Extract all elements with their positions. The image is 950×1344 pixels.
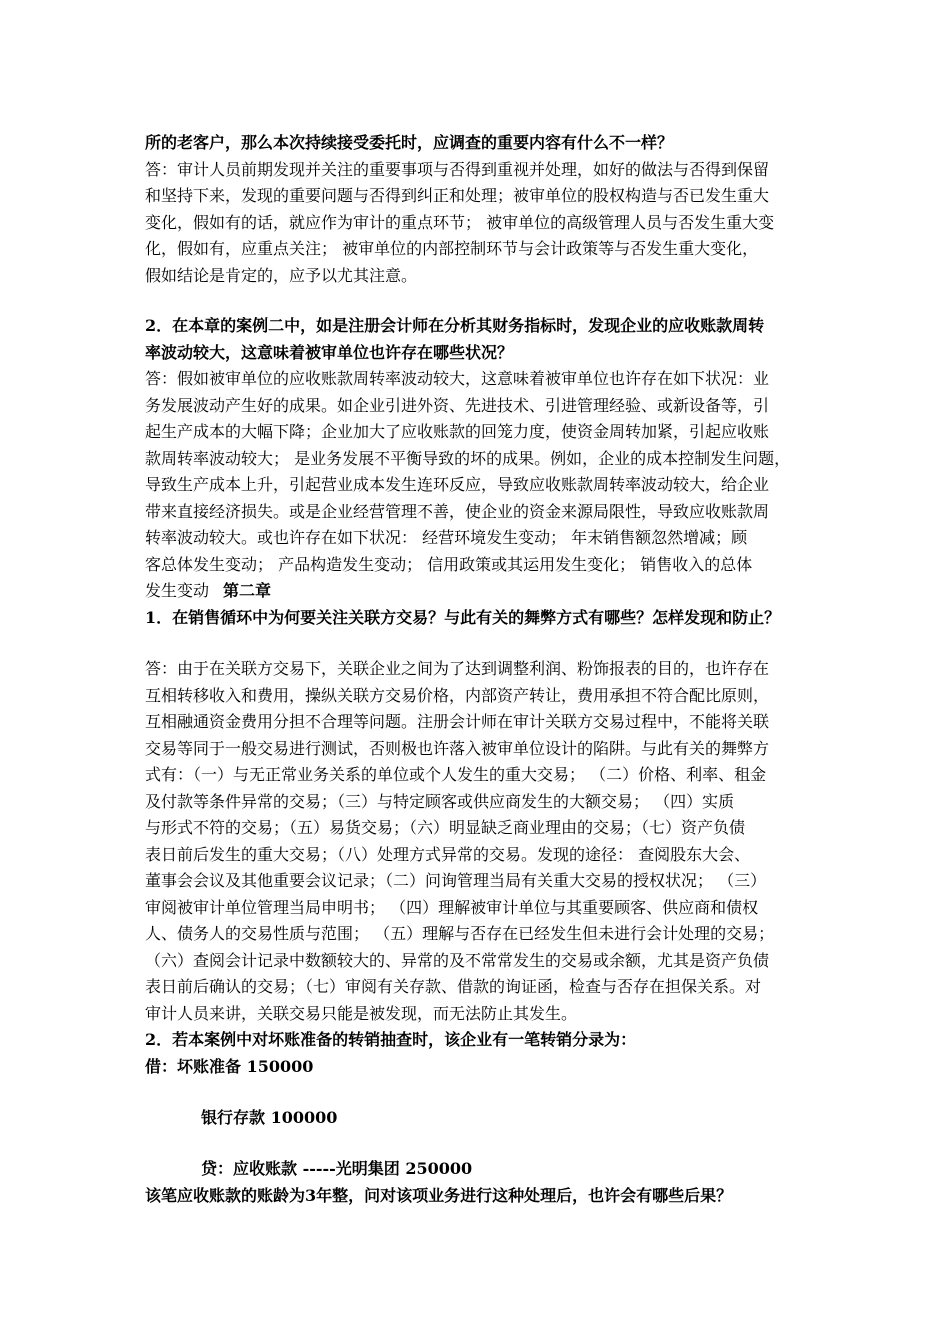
answer-3-line: 式有：（一）与无正常业务关系的单位或个人发生的重大交易； （二）价格、利率、租金 [145, 765, 767, 784]
answer-2-line: 答：假如被审单位的应收账款周转率波动较大，这意味着被审单位也许存在如下状况：业 [145, 369, 770, 388]
answer-3-block [145, 656, 825, 1080]
question-2-line: 2．在本章的案例二中，如是注册会计师在分析其财务指标时，发现企业的应收账款周转 [145, 316, 765, 335]
answer-3-line: 审阅被审计单位管理当局申明书； （四）理解被审计单位与其重要顾客、供应商和债权 [145, 897, 759, 917]
question-2-block [145, 313, 825, 631]
question-4-tail: 该笔应收账款的账龄为3年整，问对该项业务进行这种处理后，也许会有哪些后果？ [145, 1185, 733, 1205]
answer-3-line: 人、债务人的交易性质与范围； （五）理解与否存在已经发生但未进行会计处理的交易； [145, 924, 775, 943]
answer-1-line: 变化，假如有的话，就应作为审计的重点环节； 被审单位的高级管理人员与否发生重大变 [145, 212, 775, 232]
question-4: 2．若本案例中对坏账准备的转销抽查时，该企业有一笔转销分录为： [145, 1030, 637, 1049]
answer-3-line: 答：由于在关联方交易下，关联企业之间为了达到调整利润、粉饰报表的目的，也许存在 [145, 659, 770, 678]
chapter-heading: 第二章 [223, 581, 272, 600]
answer-2-line: 起生产成本的大幅下降；企业加大了应收账款的回笼力度，使资金周转加紧，引起应收账 [145, 422, 770, 441]
answer-2-last-text: 发生变动 [145, 581, 210, 600]
entry-credit: 贷：应收账款 -----光明集团 250000 [201, 1159, 473, 1178]
entry-debit: 借：坏账准备 150000 [145, 1056, 314, 1076]
question-1-tail: 所的老客户，那么本次持续接受委托时，应调查的重要内容有什么不一样？ [145, 133, 674, 152]
answer-2-line: 带来直接经济损失。或是企业经营管理不善，使企业的资金来源局限性，导致应收账款周 [145, 501, 770, 521]
answer-1-line: 和坚持下来，发现的重要问题与否得到纠正和处理；被审单位的股权构造与否已发生重大 [145, 186, 770, 205]
answer-1-line: 化，假如有，应重点关注； 被审单位的内部控制环节与会计政策等与否发生重大变化， [145, 239, 759, 258]
answer-2-line: 客总体发生变动； 产品构造发生变动； 信用政策或其运用发生变化； 销售收入的总体 [145, 554, 753, 574]
answer-2-line: 款周转率波动较大； 是业务发展不平衡导致的坏的成果。例如，企业的成本控制发生问题， [145, 448, 791, 468]
question-1-block [145, 130, 825, 289]
question-2-line: 率波动较大，这意味着被审单位也许存在哪些状况？ [145, 342, 514, 362]
entry-bank-block [145, 1105, 825, 1132]
answer-3-line: 交易等同于一般交易进行测试，否则极也许落入被审单位设计的陷阱。与此有关的舞弊方 [145, 738, 770, 758]
entry-credit-block [145, 1156, 825, 1209]
answer-3-line: 董事会会议及其他重要会议记录；（二）问询管理当局有关重大交易的授权状况； （三） [145, 871, 767, 890]
answer-3-line: 及付款等条件异常的交易；（三）与特定顾客或供应商发生的大额交易； （四）实质 [145, 791, 735, 811]
entry-bank: 银行存款 100000 [201, 1108, 338, 1127]
answer-3-line: 互相融通资金费用分担不合理等问题。注册会计师在审计关联方交易过程中，不能将关联 [145, 712, 770, 731]
answer-3-line: 互相转移收入和费用，操纵关联方交易价格，内部资产转让，费用承担不符合配比原则， [145, 685, 770, 705]
answer-3-line: 表日前后发生的重大交易；（八）处理方式异常的交易。发现的途径： 查阅股东大会、 [145, 844, 751, 864]
answer-2-line: 导致生产成本上升，引起营业成本发生连环反应，导致应收账款周转率波动较大，给企业 [145, 475, 770, 494]
answer-2-last-line [145, 578, 825, 605]
answer-3-line: 与形式不符的交易；（五）易货交易；（六）明显缺乏商业理由的交易；（七）资产负债 [145, 818, 746, 837]
answer-1-line: 假如结论是肯定的，应予以尤其注意。 [145, 265, 418, 285]
answer-2-line: 务发展波动产生好的成果。如企业引进外资、先进技术、引进管理经验、或新设备等，引 [145, 395, 770, 415]
answer-1-line: 答：审计人员前期发现并关注的重要事项与否得到重视并处理，如好的做法与否得到保留 [145, 159, 770, 179]
answer-2-line: 转率波动较大。或也许存在如下状况： 经营环境发生变动； 年末销售额忽然增减；顾 [145, 528, 748, 547]
answer-3-line: 表日前后确认的交易；（七）审阅有关存款、借款的询证函，检查与否存在担保关系。对 [145, 977, 762, 996]
question-3: 1．在销售循环中为何要关注关联方交易？与此有关的舞弊方式有哪些？怎样发现和防止？ [145, 607, 781, 627]
answer-3-line: 审计人员来讲，关联交易只能是被发现，而无法防止其发生。 [145, 1003, 578, 1023]
answer-3-line: （六）查阅会计记录中数额较大的、异常的及不常常发生的交易或余额，尤其是资产负债 [145, 950, 770, 970]
